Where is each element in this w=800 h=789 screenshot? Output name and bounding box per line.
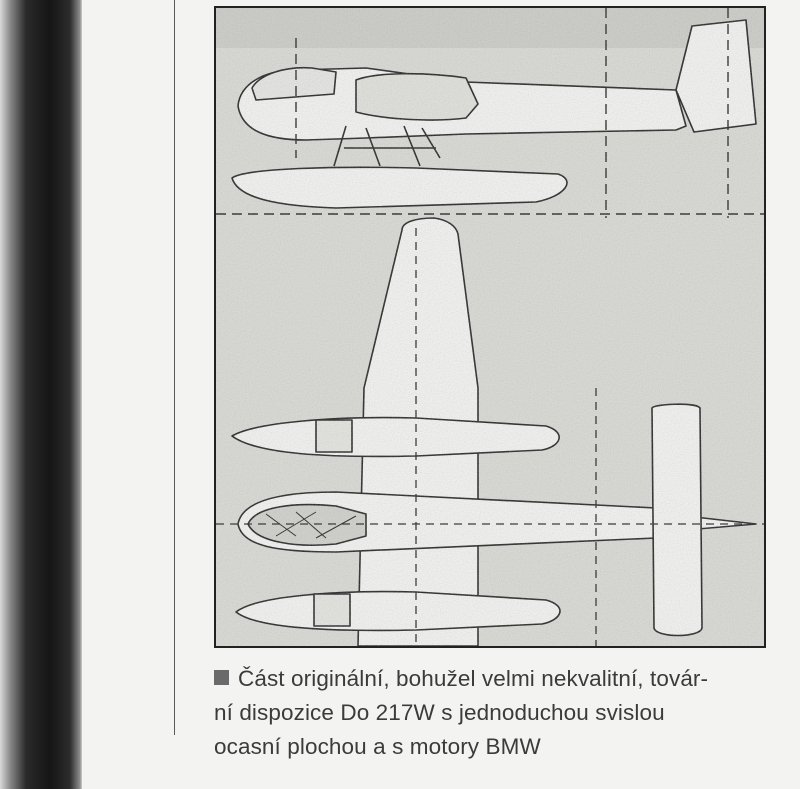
technical-drawing (214, 6, 766, 648)
margin-rule (174, 0, 175, 735)
caption-bullet-icon (214, 670, 229, 685)
caption-line-3: ocasní plochou a s motory BMW (214, 734, 541, 759)
book-spine-shadow (0, 0, 82, 789)
caption-line-2: ní dispozice Do 217W s jednoduchou svislou (214, 700, 665, 725)
caption-line-1: Část originální, bohužel velmi nekvalitní, továr- (214, 662, 774, 696)
figure-caption (214, 662, 774, 764)
